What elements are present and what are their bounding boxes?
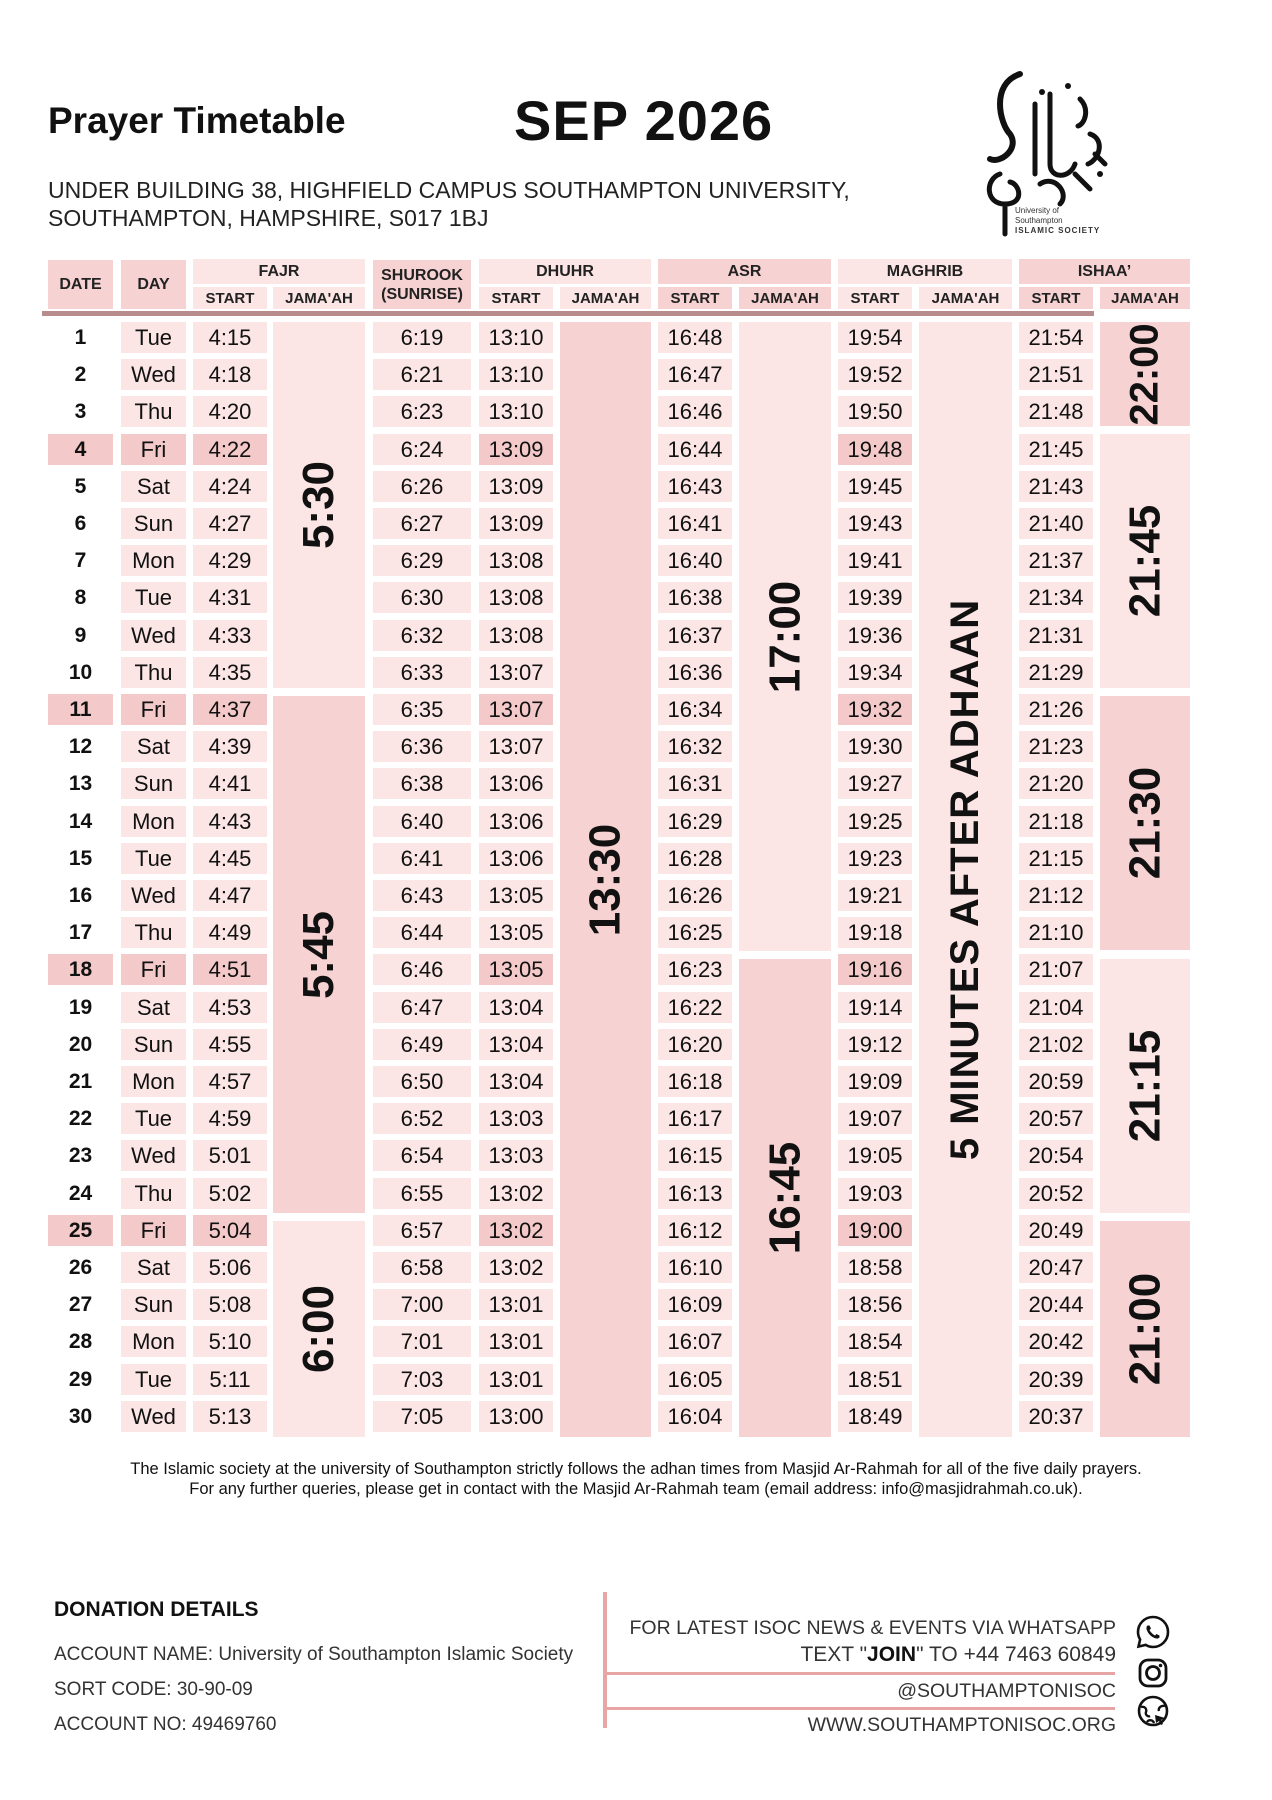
ishaa-start-cell: 21:40 — [1019, 508, 1093, 539]
date-cell: 22 — [68, 1106, 93, 1130]
ishaa-start-cell: 21:26 — [1019, 694, 1093, 725]
date-cell: 9 — [74, 623, 87, 647]
fajr-start-cell: 4:29 — [193, 545, 267, 576]
asr-start-cell: 16:13 — [658, 1178, 732, 1209]
dhuhr-start-cell: 13:08 — [479, 582, 553, 613]
ishaa-start-cell: 21:23 — [1019, 731, 1093, 762]
date-cell: 14 — [68, 809, 93, 833]
dhuhr-start-cell: 13:06 — [479, 806, 553, 837]
whatsapp-text-1: FOR LATEST ISOC NEWS & EVENTS VIA WHATSAPP — [629, 1617, 1116, 1639]
dhuhr-start-cell: 13:09 — [479, 508, 553, 539]
shurook-cell: 6:52 — [373, 1103, 471, 1134]
day-cell: Sun — [121, 1029, 186, 1060]
dhuhr-start-cell: 13:10 — [479, 322, 553, 353]
date-cell: 15 — [68, 846, 93, 870]
social-divider-1 — [607, 1672, 1115, 1675]
date-cell: 20 — [68, 1032, 93, 1056]
maghrib-start-cell: 19:34 — [838, 657, 912, 688]
shurook-cell: 7:01 — [373, 1326, 471, 1357]
maghrib-start-cell: 19:52 — [838, 359, 912, 390]
fajr-start-cell: 4:15 — [193, 322, 267, 353]
day-cell: Thu — [121, 917, 186, 948]
day-cell: Tue — [121, 1103, 186, 1134]
shurook-cell: 6:49 — [373, 1029, 471, 1060]
page-title: Prayer Timetable — [48, 100, 346, 141]
day-cell: Mon — [121, 806, 186, 837]
day-cell: Fri — [121, 1215, 186, 1246]
shurook-cell: 6:40 — [373, 806, 471, 837]
month-title: SEP 2026 — [514, 89, 774, 152]
dhuhr-start-cell: 13:01 — [479, 1289, 553, 1320]
day-cell: Sat — [121, 1252, 186, 1283]
ishaa-start-cell: 20:57 — [1019, 1103, 1093, 1134]
fajr-start-cell: 5:08 — [193, 1289, 267, 1320]
date-cell: 19 — [68, 995, 93, 1019]
maghrib-start-cell: 19:00 — [838, 1215, 912, 1246]
fajr-start-cell: 4:49 — [193, 917, 267, 948]
date-cell: 13 — [68, 771, 93, 795]
maghrib-start-cell: 19:09 — [838, 1066, 912, 1097]
shurook-cell: 7:00 — [373, 1289, 471, 1320]
fajr-start-cell: 4:33 — [193, 620, 267, 651]
ishaa-jamaah-block-4: 21:15 — [1100, 959, 1190, 1213]
asr-start-cell: 16:28 — [658, 843, 732, 874]
shurook-cell: 6:58 — [373, 1252, 471, 1283]
ishaa-jamaah-block-3: 21:30 — [1100, 696, 1190, 950]
asr-start-cell: 16:32 — [658, 731, 732, 762]
date-cell: 28 — [68, 1329, 93, 1353]
maghrib-start-cell: 19:30 — [838, 731, 912, 762]
donation-account-name: ACCOUNT NAME: University of Southampton Islamic Society — [54, 1644, 574, 1665]
date-cell: 21 — [68, 1069, 93, 1093]
fajr-jamaah-block-3: 6:00 — [273, 1221, 365, 1437]
maghrib-start-cell: 19:50 — [838, 396, 912, 427]
asr-start-cell: 16:38 — [658, 582, 732, 613]
donation-title: DONATION DETAILS — [54, 1598, 259, 1621]
shurook-cell: 6:46 — [373, 954, 471, 985]
dhuhr-start-cell: 13:07 — [479, 657, 553, 688]
address-line-1: UNDER BUILDING 38, HIGHFIELD CAMPUS SOUTHAMPTON UNIVERSITY, — [48, 177, 850, 203]
date-cell: 30 — [68, 1404, 93, 1428]
day-cell: Thu — [121, 657, 186, 688]
maghrib-start-cell: 18:51 — [838, 1364, 912, 1395]
dhuhr-start-cell: 13:03 — [479, 1140, 553, 1171]
ishaa-start-cell: 20:47 — [1019, 1252, 1093, 1283]
shurook-cell: 6:32 — [373, 620, 471, 651]
fajr-jamaah-block-2: 5:45 — [273, 696, 365, 1213]
date-cell: 16 — [68, 883, 93, 907]
shurook-cell: 6:36 — [373, 731, 471, 762]
day-cell: Fri — [121, 434, 186, 465]
fajr-start-cell: 4:27 — [193, 508, 267, 539]
ishaa-start-cell: 21:07 — [1019, 954, 1093, 985]
ishaa-start-cell: 21:15 — [1019, 843, 1093, 874]
maghrib-start-cell: 18:56 — [838, 1289, 912, 1320]
shurook-cell: 6:55 — [373, 1178, 471, 1209]
asr-start-cell: 16:34 — [658, 694, 732, 725]
ishaa-start-cell: 20:59 — [1019, 1066, 1093, 1097]
maghrib-start-cell: 18:58 — [838, 1252, 912, 1283]
asr-start-cell: 16:07 — [658, 1326, 732, 1357]
asr-start-cell: 16:36 — [658, 657, 732, 688]
date-cell: 27 — [68, 1292, 93, 1316]
day-cell: Wed — [121, 1401, 186, 1432]
maghrib-start-cell: 19:12 — [838, 1029, 912, 1060]
asr-start-cell: 16:15 — [658, 1140, 732, 1171]
whatsapp-text-2: TEXT "JOIN" TO +44 7463 60849 — [800, 1643, 1116, 1666]
fajr-start-cell: 4:24 — [193, 471, 267, 502]
day-cell: Wed — [121, 1140, 186, 1171]
day-cell: Thu — [121, 1178, 186, 1209]
maghrib-start-cell: 19:25 — [838, 806, 912, 837]
maghrib-start-cell: 19:36 — [838, 620, 912, 651]
day-cell: Sat — [121, 471, 186, 502]
maghrib-jamaah-block: 5 MINUTES AFTER ADHAAN — [919, 322, 1012, 1437]
asr-start-cell: 16:31 — [658, 768, 732, 799]
fajr-start-cell: 4:57 — [193, 1066, 267, 1097]
website-link[interactable]: WWW.SOUTHAMPTONISOC.ORG — [807, 1714, 1116, 1736]
subheader-ishaa-jamaah: JAMA'AH — [1100, 287, 1190, 309]
date-cell: 8 — [74, 585, 87, 609]
asr-start-cell: 16:47 — [658, 359, 732, 390]
subheader-maghrib-jamaah: JAMA'AH — [919, 287, 1012, 309]
dhuhr-start-cell: 13:08 — [479, 545, 553, 576]
shurook-cell: 6:29 — [373, 545, 471, 576]
fajr-start-cell: 4:45 — [193, 843, 267, 874]
date-cell: 4 — [48, 434, 113, 465]
shurook-cell: 7:05 — [373, 1401, 471, 1432]
maghrib-start-cell: 18:49 — [838, 1401, 912, 1432]
maghrib-start-cell: 19:32 — [838, 694, 912, 725]
shurook-cell: 7:03 — [373, 1364, 471, 1395]
dhuhr-start-cell: 13:00 — [479, 1401, 553, 1432]
dhuhr-start-cell: 13:05 — [479, 917, 553, 948]
date-cell: 1 — [74, 325, 87, 349]
whatsapp-icon[interactable] — [1135, 1614, 1171, 1650]
fajr-start-cell: 5:11 — [193, 1364, 267, 1395]
fajr-start-cell: 5:02 — [193, 1178, 267, 1209]
asr-start-cell: 16:25 — [658, 917, 732, 948]
dhuhr-start-cell: 13:05 — [479, 880, 553, 911]
globe-icon[interactable] — [1135, 1693, 1171, 1729]
maghrib-start-cell: 19:27 — [838, 768, 912, 799]
day-cell: Mon — [121, 1066, 186, 1097]
shurook-cell: 6:30 — [373, 582, 471, 613]
subheader-asr-jamaah: JAMA'AH — [739, 287, 831, 309]
ishaa-start-cell: 21:02 — [1019, 1029, 1093, 1060]
dhuhr-start-cell: 13:04 — [479, 1029, 553, 1060]
day-cell: Mon — [121, 1326, 186, 1357]
fajr-start-cell: 5:10 — [193, 1326, 267, 1357]
fajr-start-cell: 5:04 — [193, 1215, 267, 1246]
ishaa-start-cell: 21:20 — [1019, 768, 1093, 799]
shurook-cell: 6:44 — [373, 917, 471, 948]
fajr-start-cell: 4:43 — [193, 806, 267, 837]
date-cell: 5 — [74, 474, 87, 498]
ishaa-jamaah-block-2: 21:45 — [1100, 434, 1190, 688]
dhuhr-start-cell: 13:06 — [479, 768, 553, 799]
maghrib-start-cell: 19:18 — [838, 917, 912, 948]
asr-start-cell: 16:43 — [658, 471, 732, 502]
shurook-cell: 6:35 — [373, 694, 471, 725]
maghrib-start-cell: 19:23 — [838, 843, 912, 874]
donation-account-no: ACCOUNT NO: 49469760 — [54, 1714, 277, 1735]
shurook-cell: 6:47 — [373, 992, 471, 1023]
header-rule — [42, 311, 1094, 316]
header-day: DAY — [121, 260, 186, 309]
day-cell: Tue — [121, 843, 186, 874]
maghrib-start-cell: 19:14 — [838, 992, 912, 1023]
ishaa-start-cell: 21:18 — [1019, 806, 1093, 837]
asr-jamaah-block-2: 16:45 — [739, 959, 831, 1437]
ishaa-start-cell: 21:10 — [1019, 917, 1093, 948]
asr-start-cell: 16:44 — [658, 434, 732, 465]
ishaa-start-cell: 20:39 — [1019, 1364, 1093, 1395]
fajr-start-cell: 4:37 — [193, 694, 267, 725]
ishaa-start-cell: 21:12 — [1019, 880, 1093, 911]
dhuhr-start-cell: 13:09 — [479, 434, 553, 465]
header-fajr: FAJR — [193, 259, 365, 284]
fajr-start-cell: 4:55 — [193, 1029, 267, 1060]
ishaa-start-cell: 21:54 — [1019, 322, 1093, 353]
header-maghrib: MAGHRIB — [838, 259, 1012, 284]
date-cell: 18 — [48, 954, 113, 985]
asr-start-cell: 16:22 — [658, 992, 732, 1023]
subheader-dhuhr-jamaah: JAMA'AH — [560, 287, 651, 309]
address-line-2: SOUTHAMPTON, HAMPSHIRE, S017 1BJ — [48, 205, 489, 231]
dhuhr-start-cell: 13:07 — [479, 731, 553, 762]
day-cell: Sun — [121, 508, 186, 539]
ishaa-start-cell: 21:43 — [1019, 471, 1093, 502]
date-cell: 26 — [68, 1255, 93, 1279]
maghrib-start-cell: 19:41 — [838, 545, 912, 576]
asr-start-cell: 16:23 — [658, 954, 732, 985]
ishaa-start-cell: 20:49 — [1019, 1215, 1093, 1246]
dhuhr-start-cell: 13:09 — [479, 471, 553, 502]
ishaa-start-cell: 20:44 — [1019, 1289, 1093, 1320]
shurook-cell: 6:38 — [373, 768, 471, 799]
day-cell: Sun — [121, 1289, 186, 1320]
instagram-handle[interactable]: @SOUTHAMPTONISOC — [897, 1680, 1116, 1702]
fajr-start-cell: 4:39 — [193, 731, 267, 762]
day-cell: Wed — [121, 880, 186, 911]
social-divider-2 — [607, 1707, 1115, 1710]
subheader-fajr-start: START — [193, 287, 267, 309]
header-dhuhr: DHUHR — [479, 259, 651, 284]
date-cell: 6 — [74, 511, 87, 535]
address — [48, 176, 850, 232]
shurook-cell: 6:23 — [373, 396, 471, 427]
dhuhr-start-cell: 13:04 — [479, 992, 553, 1023]
asr-start-cell: 16:05 — [658, 1364, 732, 1395]
ishaa-start-cell: 20:54 — [1019, 1140, 1093, 1171]
dhuhr-start-cell: 13:02 — [479, 1215, 553, 1246]
header-shurook: SHUROOK (SUNRISE) — [373, 260, 471, 309]
dhuhr-start-cell: 13:01 — [479, 1364, 553, 1395]
fajr-start-cell: 5:06 — [193, 1252, 267, 1283]
date-cell: 7 — [74, 548, 87, 572]
asr-start-cell: 16:18 — [658, 1066, 732, 1097]
date-cell: 11 — [48, 694, 113, 725]
asr-start-cell: 16:46 — [658, 396, 732, 427]
date-cell: 12 — [68, 734, 93, 758]
shurook-cell: 6:21 — [373, 359, 471, 390]
date-cell: 17 — [68, 920, 93, 944]
day-cell: Fri — [121, 694, 186, 725]
day-cell: Wed — [121, 620, 186, 651]
footer-note: The Islamic society at the university of Southampton strictly follows the adhan times from Masjid Ar-Rahmah for all of the five daily prayers. For any further queries, please get in contact with the Masjid Ar-Rahmah team (email address: info@masjidrahmah.co.uk). — [130, 1460, 1142, 1498]
ishaa-start-cell: 21:48 — [1019, 396, 1093, 427]
day-cell: Thu — [121, 396, 186, 427]
day-cell: Tue — [121, 322, 186, 353]
date-cell: 3 — [74, 399, 87, 423]
day-cell: Sat — [121, 731, 186, 762]
header-date: DATE — [48, 260, 113, 309]
maghrib-start-cell: 19:54 — [838, 322, 912, 353]
shurook-cell: 6:26 — [373, 471, 471, 502]
dhuhr-start-cell: 13:03 — [479, 1103, 553, 1134]
maghrib-start-cell: 19:07 — [838, 1103, 912, 1134]
date-cell: 25 — [48, 1215, 113, 1246]
fajr-start-cell: 4:51 — [193, 954, 267, 985]
shurook-cell: 6:50 — [373, 1066, 471, 1097]
header-ishaa: ISHAA’ — [1019, 259, 1190, 284]
dhuhr-start-cell: 13:02 — [479, 1178, 553, 1209]
fajr-start-cell: 4:41 — [193, 768, 267, 799]
asr-start-cell: 16:40 — [658, 545, 732, 576]
ishaa-start-cell: 20:42 — [1019, 1326, 1093, 1357]
maghrib-start-cell: 19:21 — [838, 880, 912, 911]
fajr-start-cell: 5:01 — [193, 1140, 267, 1171]
fajr-start-cell: 5:13 — [193, 1401, 267, 1432]
asr-start-cell: 16:12 — [658, 1215, 732, 1246]
subheader-maghrib-start: START — [838, 287, 912, 309]
asr-start-cell: 16:09 — [658, 1289, 732, 1320]
dhuhr-start-cell: 13:02 — [479, 1252, 553, 1283]
maghrib-start-cell: 19:39 — [838, 582, 912, 613]
date-cell: 24 — [68, 1181, 93, 1205]
shurook-cell: 6:19 — [373, 322, 471, 353]
asr-start-cell: 16:10 — [658, 1252, 732, 1283]
ishaa-jamaah-block-1: 22:00 — [1100, 322, 1190, 426]
logo-caption: University of Southampton ISLAMIC SOCIETY — [1015, 206, 1101, 235]
day-cell: Sat — [121, 992, 186, 1023]
asr-start-cell: 16:48 — [658, 322, 732, 353]
dhuhr-start-cell: 13:05 — [479, 954, 553, 985]
shurook-cell: 6:27 — [373, 508, 471, 539]
maghrib-start-cell: 19:45 — [838, 471, 912, 502]
ishaa-start-cell: 21:45 — [1019, 434, 1093, 465]
date-cell: 10 — [68, 660, 93, 684]
maghrib-start-cell: 19:43 — [838, 508, 912, 539]
fajr-start-cell: 4:47 — [193, 880, 267, 911]
ishaa-start-cell: 20:37 — [1019, 1401, 1093, 1432]
shurook-cell: 6:41 — [373, 843, 471, 874]
subheader-asr-start: START — [658, 287, 732, 309]
dhuhr-start-cell: 13:10 — [479, 396, 553, 427]
shurook-cell: 6:54 — [373, 1140, 471, 1171]
asr-start-cell: 16:37 — [658, 620, 732, 651]
ishaa-start-cell: 21:29 — [1019, 657, 1093, 688]
ishaa-start-cell: 21:04 — [1019, 992, 1093, 1023]
fajr-start-cell: 4:18 — [193, 359, 267, 390]
dhuhr-start-cell: 13:07 — [479, 694, 553, 725]
shurook-cell: 6:43 — [373, 880, 471, 911]
dhuhr-start-cell: 13:08 — [479, 620, 553, 651]
fajr-start-cell: 4:59 — [193, 1103, 267, 1134]
ishaa-start-cell: 20:52 — [1019, 1178, 1093, 1209]
maghrib-start-cell: 19:48 — [838, 434, 912, 465]
instagram-icon[interactable] — [1135, 1655, 1171, 1691]
fajr-jamaah-block-1: 5:30 — [273, 322, 365, 688]
date-cell: 2 — [74, 362, 87, 386]
maghrib-start-cell: 19:16 — [838, 954, 912, 985]
asr-start-cell: 16:29 — [658, 806, 732, 837]
header-asr: ASR — [658, 259, 831, 284]
ishaa-start-cell: 21:51 — [1019, 359, 1093, 390]
dhuhr-start-cell: 13:10 — [479, 359, 553, 390]
date-cell: 23 — [68, 1143, 93, 1167]
ishaa-start-cell: 21:37 — [1019, 545, 1093, 576]
ishaa-start-cell: 21:31 — [1019, 620, 1093, 651]
asr-start-cell: 16:17 — [658, 1103, 732, 1134]
subheader-dhuhr-start: START — [479, 287, 553, 309]
donation-sort-code: SORT CODE: 30-90-09 — [54, 1679, 253, 1700]
fajr-start-cell: 4:22 — [193, 434, 267, 465]
subheader-ishaa-start: START — [1019, 287, 1093, 309]
subheader-fajr-jamaah: JAMA'AH — [273, 287, 365, 309]
dhuhr-start-cell: 13:06 — [479, 843, 553, 874]
maghrib-start-cell: 19:05 — [838, 1140, 912, 1171]
day-cell: Tue — [121, 1364, 186, 1395]
dhuhr-jamaah-block: 13:30 — [560, 322, 651, 1437]
shurook-cell: 6:33 — [373, 657, 471, 688]
day-cell: Wed — [121, 359, 186, 390]
day-cell: Mon — [121, 545, 186, 576]
asr-start-cell: 16:41 — [658, 508, 732, 539]
maghrib-start-cell: 19:03 — [838, 1178, 912, 1209]
maghrib-start-cell: 18:54 — [838, 1326, 912, 1357]
fajr-start-cell: 4:35 — [193, 657, 267, 688]
shurook-cell: 6:24 — [373, 434, 471, 465]
day-cell: Fri — [121, 954, 186, 985]
day-cell: Tue — [121, 582, 186, 613]
fajr-start-cell: 4:53 — [193, 992, 267, 1023]
dhuhr-start-cell: 13:01 — [479, 1326, 553, 1357]
ishaa-start-cell: 21:34 — [1019, 582, 1093, 613]
dhuhr-start-cell: 13:04 — [479, 1066, 553, 1097]
ishaa-jamaah-block-5: 21:00 — [1100, 1221, 1190, 1437]
shurook-cell: 6:57 — [373, 1215, 471, 1246]
asr-start-cell: 16:20 — [658, 1029, 732, 1060]
asr-start-cell: 16:26 — [658, 880, 732, 911]
day-cell: Sun — [121, 768, 186, 799]
date-cell: 29 — [68, 1367, 93, 1391]
fajr-start-cell: 4:31 — [193, 582, 267, 613]
fajr-start-cell: 4:20 — [193, 396, 267, 427]
asr-start-cell: 16:04 — [658, 1401, 732, 1432]
asr-jamaah-block-1: 17:00 — [739, 322, 831, 951]
